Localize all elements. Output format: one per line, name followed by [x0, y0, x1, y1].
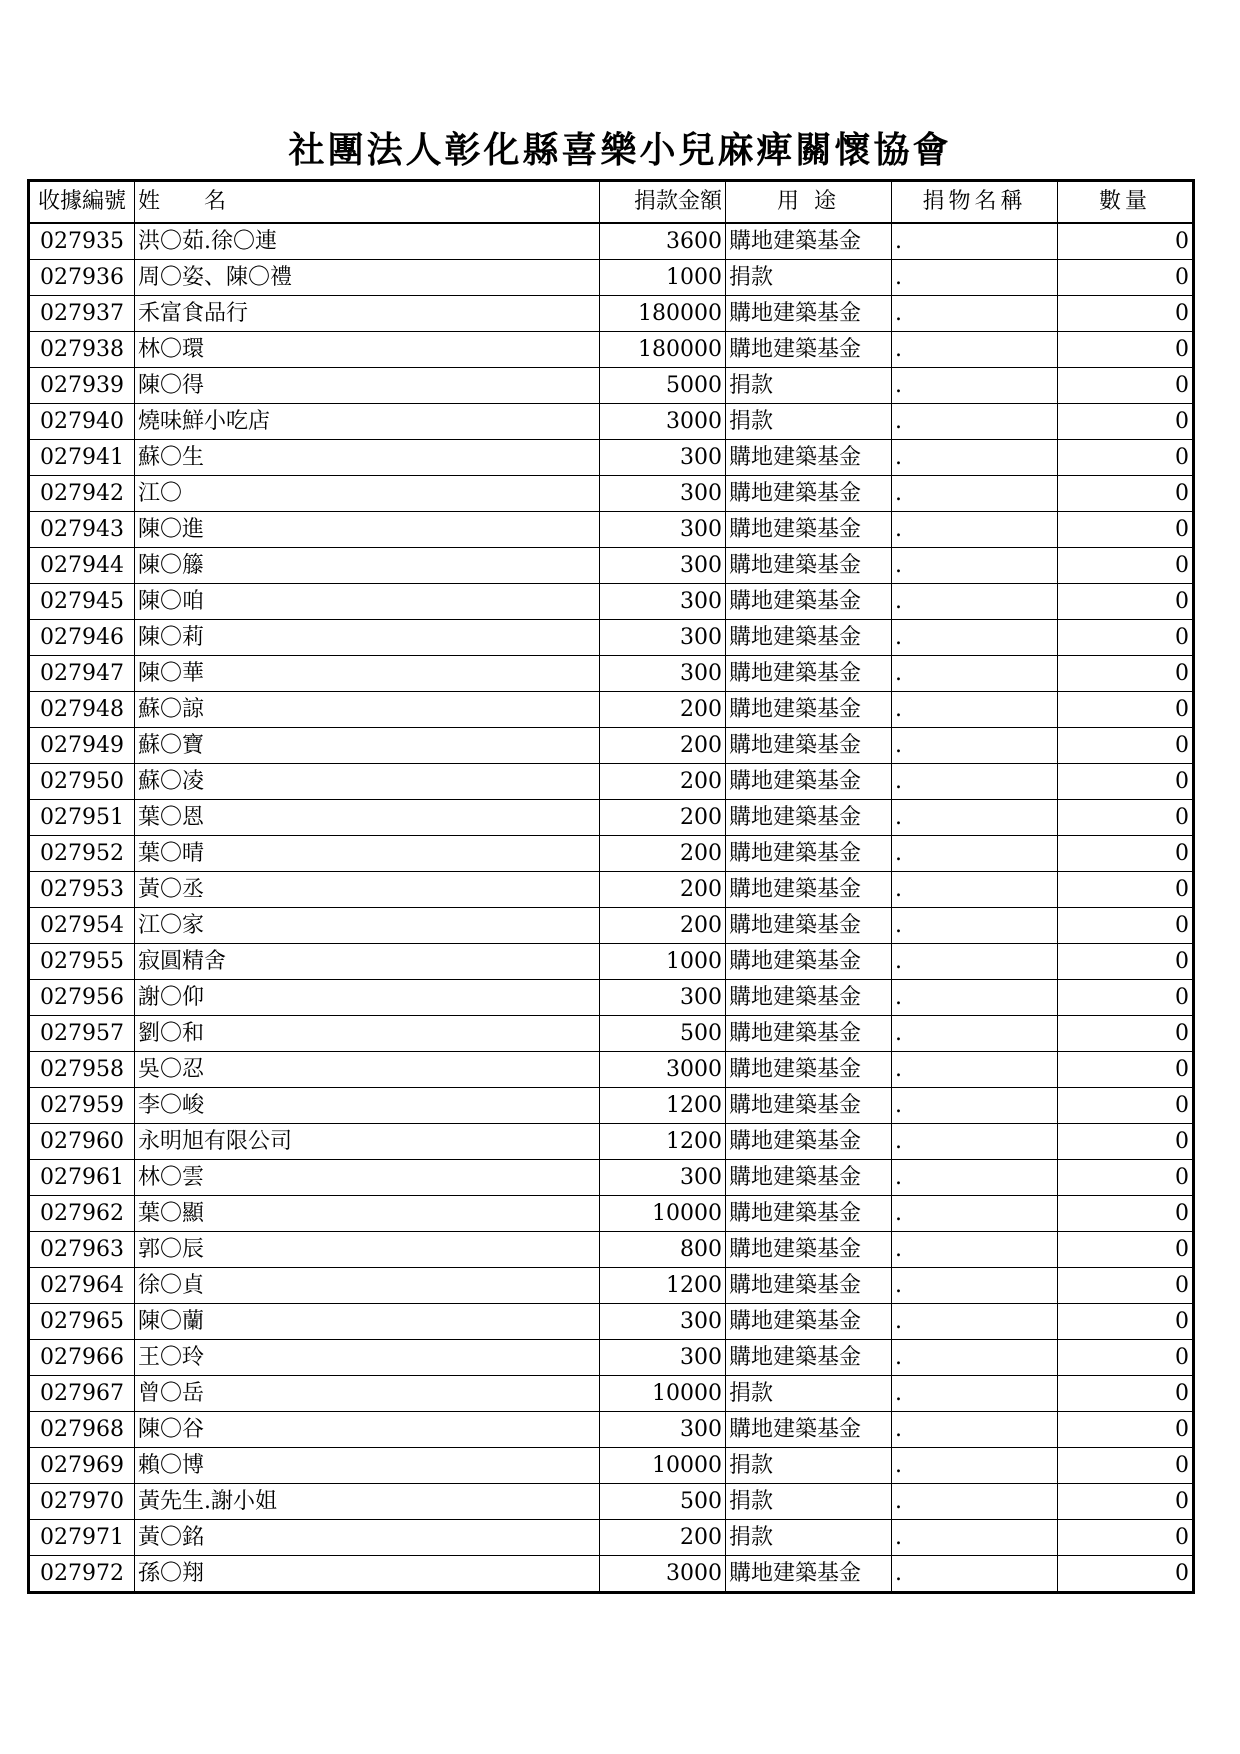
amount-cell: 200 [600, 799, 726, 835]
item-name-cell: . [892, 511, 1058, 547]
purpose-cell: 購地建築基金 [726, 1339, 892, 1375]
purpose-cell: 購地建築基金 [726, 655, 892, 691]
table-row [29, 835, 1194, 871]
amount-cell: 10000 [600, 1447, 726, 1483]
name-cell: 陳〇籐 [135, 547, 600, 583]
item-name-cell: . [892, 223, 1058, 260]
receipt-no-cell: 027943 [29, 511, 135, 547]
purpose-cell: 購地建築基金 [726, 763, 892, 799]
quantity-cell: 0 [1058, 835, 1194, 871]
name-cell: 王〇玲 [135, 1339, 600, 1375]
receipt-no-cell: 027947 [29, 655, 135, 691]
name-cell: 葉〇晴 [135, 835, 600, 871]
quantity-cell: 0 [1058, 763, 1194, 799]
name-cell: 洪〇茹.徐〇連 [135, 223, 600, 260]
table-row [29, 1303, 1194, 1339]
receipt-no-cell: 027969 [29, 1447, 135, 1483]
receipt-no-cell: 027940 [29, 403, 135, 439]
table-row [29, 1339, 1194, 1375]
table-row [29, 799, 1194, 835]
name-cell: 永明旭有限公司 [135, 1123, 600, 1159]
item-name-cell: . [892, 619, 1058, 655]
table-row [29, 259, 1194, 295]
receipt-no-cell: 027952 [29, 835, 135, 871]
quantity-cell: 0 [1058, 1231, 1194, 1267]
quantity-cell: 0 [1058, 1195, 1194, 1231]
receipt-no-cell: 027959 [29, 1087, 135, 1123]
quantity-cell: 0 [1058, 871, 1194, 907]
name-cell: 李〇峻 [135, 1087, 600, 1123]
document-title: 社團法人彰化縣喜樂小兒麻痺關懷協會 [288, 129, 952, 171]
item-name-cell: . [892, 583, 1058, 619]
name-cell: 葉〇顯 [135, 1195, 600, 1231]
quantity-cell: 0 [1058, 1159, 1194, 1195]
purpose-cell: 捐款 [726, 1519, 892, 1555]
quantity-cell: 0 [1058, 1339, 1194, 1375]
item-name-cell: . [892, 1051, 1058, 1087]
amount-cell: 1200 [600, 1123, 726, 1159]
header-item-name: 捐物名稱 [892, 181, 1058, 223]
amount-cell: 200 [600, 1519, 726, 1555]
receipt-no-cell: 027936 [29, 259, 135, 295]
table-row [29, 943, 1194, 979]
item-name-cell: . [892, 1411, 1058, 1447]
name-cell: 江〇家 [135, 907, 600, 943]
item-name-cell: . [892, 295, 1058, 331]
item-name-cell: . [892, 907, 1058, 943]
amount-cell: 200 [600, 727, 726, 763]
purpose-cell: 購地建築基金 [726, 223, 892, 260]
quantity-cell: 0 [1058, 691, 1194, 727]
amount-cell: 300 [600, 547, 726, 583]
table-row [29, 1231, 1194, 1267]
table-row [29, 223, 1194, 260]
quantity-cell: 0 [1058, 475, 1194, 511]
purpose-cell: 捐款 [726, 1483, 892, 1519]
purpose-cell: 購地建築基金 [726, 691, 892, 727]
name-cell: 陳〇谷 [135, 1411, 600, 1447]
quantity-cell: 0 [1058, 1267, 1194, 1303]
item-name-cell: . [892, 331, 1058, 367]
purpose-cell: 購地建築基金 [726, 1555, 892, 1592]
amount-cell: 1200 [600, 1087, 726, 1123]
table-row [29, 439, 1194, 475]
name-cell: 江〇 [135, 475, 600, 511]
purpose-cell: 購地建築基金 [726, 295, 892, 331]
purpose-cell: 購地建築基金 [726, 1123, 892, 1159]
item-name-cell: . [892, 1159, 1058, 1195]
header-receipt-no: 收據編號 [29, 181, 135, 223]
quantity-cell: 0 [1058, 727, 1194, 763]
purpose-cell: 購地建築基金 [726, 619, 892, 655]
table-row [29, 1483, 1194, 1519]
quantity-cell: 0 [1058, 295, 1194, 331]
amount-cell: 800 [600, 1231, 726, 1267]
receipt-no-cell: 027945 [29, 583, 135, 619]
amount-cell: 300 [600, 475, 726, 511]
amount-cell: 1000 [600, 943, 726, 979]
name-cell: 禾富食品行 [135, 295, 600, 331]
amount-cell: 300 [600, 1159, 726, 1195]
amount-cell: 200 [600, 691, 726, 727]
receipt-no-cell: 027942 [29, 475, 135, 511]
quantity-cell: 0 [1058, 583, 1194, 619]
amount-cell: 10000 [600, 1195, 726, 1231]
receipt-no-cell: 027961 [29, 1159, 135, 1195]
purpose-cell: 購地建築基金 [726, 835, 892, 871]
table-row [29, 1519, 1194, 1555]
amount-cell: 3600 [600, 223, 726, 260]
table-row [29, 1375, 1194, 1411]
table-row [29, 1555, 1194, 1592]
purpose-cell: 購地建築基金 [726, 511, 892, 547]
item-name-cell: . [892, 367, 1058, 403]
name-cell: 蘇〇諒 [135, 691, 600, 727]
table-body [29, 223, 1194, 1593]
name-cell: 陳〇進 [135, 511, 600, 547]
name-cell: 陳〇華 [135, 655, 600, 691]
receipt-no-cell: 027944 [29, 547, 135, 583]
purpose-cell: 購地建築基金 [726, 727, 892, 763]
item-name-cell: . [892, 259, 1058, 295]
purpose-cell: 購地建築基金 [726, 799, 892, 835]
quantity-cell: 0 [1058, 331, 1194, 367]
quantity-cell: 0 [1058, 799, 1194, 835]
receipt-no-cell: 027956 [29, 979, 135, 1015]
receipt-no-cell: 027965 [29, 1303, 135, 1339]
name-cell: 林〇雲 [135, 1159, 600, 1195]
name-cell: 蘇〇寶 [135, 727, 600, 763]
name-cell: 黃〇銘 [135, 1519, 600, 1555]
amount-cell: 3000 [600, 1555, 726, 1592]
amount-cell: 200 [600, 871, 726, 907]
table-row [29, 655, 1194, 691]
purpose-cell: 捐款 [726, 1375, 892, 1411]
purpose-cell: 購地建築基金 [726, 1195, 892, 1231]
name-cell: 陳〇莉 [135, 619, 600, 655]
quantity-cell: 0 [1058, 1555, 1194, 1592]
name-cell: 謝〇仰 [135, 979, 600, 1015]
receipt-no-cell: 027946 [29, 619, 135, 655]
purpose-cell: 購地建築基金 [726, 907, 892, 943]
item-name-cell: . [892, 1231, 1058, 1267]
quantity-cell: 0 [1058, 1015, 1194, 1051]
amount-cell: 200 [600, 763, 726, 799]
name-cell: 周〇姿、陳〇禮 [135, 259, 600, 295]
table-row [29, 727, 1194, 763]
purpose-cell: 購地建築基金 [726, 1087, 892, 1123]
table-row [29, 1015, 1194, 1051]
quantity-cell: 0 [1058, 511, 1194, 547]
name-cell: 陳〇蘭 [135, 1303, 600, 1339]
purpose-cell: 購地建築基金 [726, 475, 892, 511]
table-row [29, 691, 1194, 727]
purpose-cell: 捐款 [726, 367, 892, 403]
receipt-no-cell: 027970 [29, 1483, 135, 1519]
item-name-cell: . [892, 727, 1058, 763]
receipt-no-cell: 027968 [29, 1411, 135, 1447]
receipt-no-cell: 027964 [29, 1267, 135, 1303]
item-name-cell: . [892, 1519, 1058, 1555]
purpose-cell: 購地建築基金 [726, 1051, 892, 1087]
name-cell: 吳〇忍 [135, 1051, 600, 1087]
amount-cell: 180000 [600, 331, 726, 367]
name-cell: 郭〇辰 [135, 1231, 600, 1267]
amount-cell: 300 [600, 439, 726, 475]
amount-cell: 300 [600, 655, 726, 691]
amount-cell: 3000 [600, 1051, 726, 1087]
donation-table [27, 179, 1195, 1594]
table-row [29, 403, 1194, 439]
quantity-cell: 0 [1058, 1375, 1194, 1411]
receipt-no-cell: 027948 [29, 691, 135, 727]
purpose-cell: 購地建築基金 [726, 331, 892, 367]
table-row [29, 583, 1194, 619]
name-cell: 徐〇貞 [135, 1267, 600, 1303]
name-cell: 黃先生.謝小姐 [135, 1483, 600, 1519]
amount-cell: 500 [600, 1015, 726, 1051]
table-row [29, 511, 1194, 547]
quantity-cell: 0 [1058, 1123, 1194, 1159]
item-name-cell: . [892, 1483, 1058, 1519]
purpose-cell: 購地建築基金 [726, 871, 892, 907]
purpose-cell: 購地建築基金 [726, 547, 892, 583]
receipt-no-cell: 027953 [29, 871, 135, 907]
table-row [29, 295, 1194, 331]
quantity-cell: 0 [1058, 367, 1194, 403]
table-row [29, 1195, 1194, 1231]
quantity-cell: 0 [1058, 1483, 1194, 1519]
name-cell: 蘇〇生 [135, 439, 600, 475]
table-row [29, 763, 1194, 799]
table-row [29, 475, 1194, 511]
receipt-no-cell: 027935 [29, 223, 135, 260]
quantity-cell: 0 [1058, 403, 1194, 439]
quantity-cell: 0 [1058, 1447, 1194, 1483]
receipt-no-cell: 027954 [29, 907, 135, 943]
item-name-cell: . [892, 1087, 1058, 1123]
amount-cell: 10000 [600, 1375, 726, 1411]
quantity-cell: 0 [1058, 1051, 1194, 1087]
receipt-no-cell: 027957 [29, 1015, 135, 1051]
quantity-cell: 0 [1058, 1303, 1194, 1339]
item-name-cell: . [892, 1375, 1058, 1411]
name-cell: 劉〇和 [135, 1015, 600, 1051]
item-name-cell: . [892, 547, 1058, 583]
purpose-cell: 購地建築基金 [726, 1231, 892, 1267]
table-row [29, 1051, 1194, 1087]
quantity-cell: 0 [1058, 547, 1194, 583]
purpose-cell: 購地建築基金 [726, 1411, 892, 1447]
receipt-no-cell: 027972 [29, 1555, 135, 1592]
receipt-no-cell: 027949 [29, 727, 135, 763]
item-name-cell: . [892, 979, 1058, 1015]
item-name-cell: . [892, 799, 1058, 835]
receipt-no-cell: 027966 [29, 1339, 135, 1375]
table-row [29, 1159, 1194, 1195]
receipt-no-cell: 027938 [29, 331, 135, 367]
quantity-cell: 0 [1058, 655, 1194, 691]
receipt-no-cell: 027967 [29, 1375, 135, 1411]
header-quantity: 數量 [1058, 181, 1194, 223]
table-row [29, 367, 1194, 403]
receipt-no-cell: 027950 [29, 763, 135, 799]
amount-cell: 3000 [600, 403, 726, 439]
item-name-cell: . [892, 403, 1058, 439]
amount-cell: 300 [600, 511, 726, 547]
quantity-cell: 0 [1058, 1519, 1194, 1555]
receipt-no-cell: 027971 [29, 1519, 135, 1555]
amount-cell: 300 [600, 583, 726, 619]
receipt-no-cell: 027963 [29, 1231, 135, 1267]
item-name-cell: . [892, 1015, 1058, 1051]
item-name-cell: . [892, 871, 1058, 907]
table-row [29, 1267, 1194, 1303]
table-row [29, 619, 1194, 655]
table-row [29, 1087, 1194, 1123]
item-name-cell: . [892, 1555, 1058, 1592]
name-cell: 葉〇恩 [135, 799, 600, 835]
table-row [29, 871, 1194, 907]
table-row [29, 1447, 1194, 1483]
name-cell: 陳〇得 [135, 367, 600, 403]
name-cell: 黃〇丞 [135, 871, 600, 907]
name-cell: 林〇環 [135, 331, 600, 367]
item-name-cell: . [892, 1303, 1058, 1339]
table-row [29, 907, 1194, 943]
name-cell: 賴〇博 [135, 1447, 600, 1483]
purpose-cell: 購地建築基金 [726, 1303, 892, 1339]
name-cell: 孫〇翔 [135, 1555, 600, 1592]
receipt-no-cell: 027958 [29, 1051, 135, 1087]
amount-cell: 200 [600, 907, 726, 943]
header-purpose: 用 途 [726, 181, 892, 223]
amount-cell: 300 [600, 1411, 726, 1447]
item-name-cell: . [892, 1123, 1058, 1159]
name-cell: 蘇〇凌 [135, 763, 600, 799]
item-name-cell: . [892, 1447, 1058, 1483]
purpose-cell: 購地建築基金 [726, 1267, 892, 1303]
quantity-cell: 0 [1058, 1411, 1194, 1447]
amount-cell: 500 [600, 1483, 726, 1519]
item-name-cell: . [892, 1339, 1058, 1375]
amount-cell: 300 [600, 979, 726, 1015]
amount-cell: 1200 [600, 1267, 726, 1303]
name-cell: 寂圓精舍 [135, 943, 600, 979]
quantity-cell: 0 [1058, 979, 1194, 1015]
table-row [29, 1411, 1194, 1447]
receipt-no-cell: 027962 [29, 1195, 135, 1231]
purpose-cell: 捐款 [726, 259, 892, 295]
purpose-cell: 捐款 [726, 1447, 892, 1483]
item-name-cell: . [892, 439, 1058, 475]
receipt-no-cell: 027941 [29, 439, 135, 475]
receipt-no-cell: 027937 [29, 295, 135, 331]
name-cell: 曾〇岳 [135, 1375, 600, 1411]
receipt-no-cell: 027960 [29, 1123, 135, 1159]
item-name-cell: . [892, 655, 1058, 691]
amount-cell: 1000 [600, 259, 726, 295]
amount-cell: 5000 [600, 367, 726, 403]
table-row [29, 979, 1194, 1015]
name-cell: 陳〇咱 [135, 583, 600, 619]
table-row [29, 331, 1194, 367]
amount-cell: 200 [600, 835, 726, 871]
item-name-cell: . [892, 1195, 1058, 1231]
header-amount: 捐款金額 [600, 181, 726, 223]
receipt-no-cell: 027955 [29, 943, 135, 979]
header-name: 姓 名 [135, 181, 600, 223]
purpose-cell: 購地建築基金 [726, 439, 892, 475]
purpose-cell: 購地建築基金 [726, 943, 892, 979]
table-row [29, 547, 1194, 583]
table-row [29, 1123, 1194, 1159]
purpose-cell: 購地建築基金 [726, 1015, 892, 1051]
amount-cell: 300 [600, 1303, 726, 1339]
item-name-cell: . [892, 835, 1058, 871]
quantity-cell: 0 [1058, 907, 1194, 943]
item-name-cell: . [892, 763, 1058, 799]
receipt-no-cell: 027939 [29, 367, 135, 403]
quantity-cell: 0 [1058, 439, 1194, 475]
receipt-no-cell: 027951 [29, 799, 135, 835]
item-name-cell: . [892, 1267, 1058, 1303]
quantity-cell: 0 [1058, 619, 1194, 655]
quantity-cell: 0 [1058, 223, 1194, 260]
table-header-row [29, 181, 1194, 223]
purpose-cell: 捐款 [726, 403, 892, 439]
purpose-cell: 購地建築基金 [726, 583, 892, 619]
item-name-cell: . [892, 691, 1058, 727]
name-cell: 燒味鮮小吃店 [135, 403, 600, 439]
purpose-cell: 購地建築基金 [726, 1159, 892, 1195]
quantity-cell: 0 [1058, 259, 1194, 295]
item-name-cell: . [892, 943, 1058, 979]
quantity-cell: 0 [1058, 943, 1194, 979]
purpose-cell: 購地建築基金 [726, 979, 892, 1015]
quantity-cell: 0 [1058, 1087, 1194, 1123]
amount-cell: 180000 [600, 295, 726, 331]
amount-cell: 300 [600, 619, 726, 655]
amount-cell: 300 [600, 1339, 726, 1375]
item-name-cell: . [892, 475, 1058, 511]
